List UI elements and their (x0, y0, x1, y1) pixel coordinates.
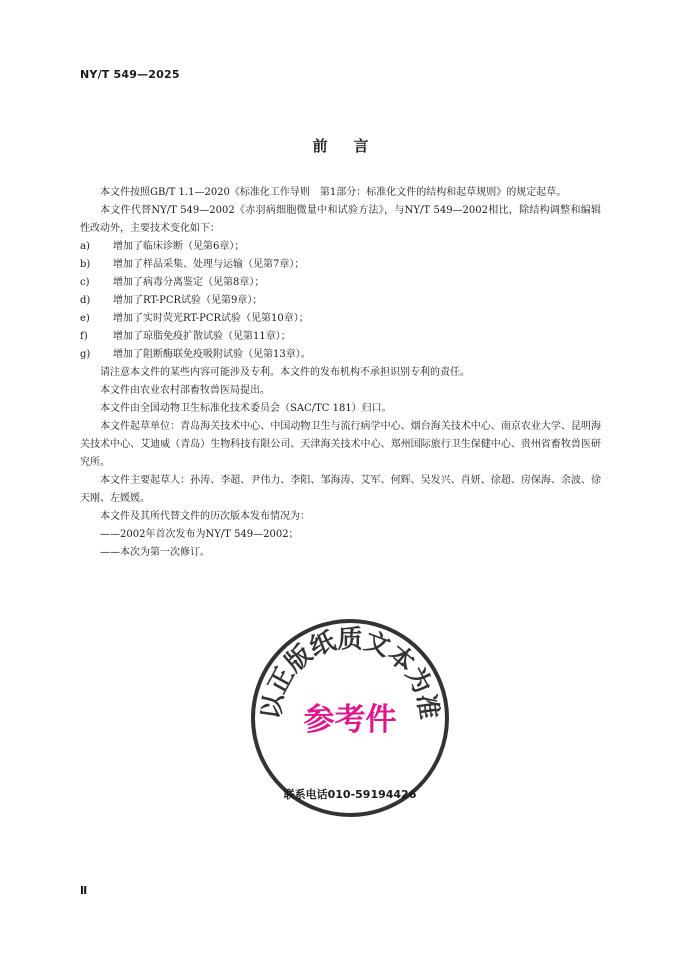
document-number: NY/T 549—2025 (80, 68, 180, 81)
history-item: ——本次为第一次修订。 (100, 547, 210, 558)
list-item: a) 增加了临床诊断（见第6章）； (80, 241, 245, 252)
list-item: g) 增加了阻断酶联免疫吸附试验（见第13章）。 (80, 349, 311, 360)
stamp-center-text: 参考件 (303, 702, 397, 738)
list-item: b) 增加了样品采集、处理与运输（见第7章）； (80, 259, 305, 270)
history-item: ——2002年首次发布为NY/T 549—2002； (100, 529, 299, 540)
foreword-body (80, 184, 601, 562)
stamp-graphic (250, 618, 450, 818)
changes-list (80, 238, 601, 364)
paragraph-committee: 本文件由全国动物卫生标准化技术委员会（SAC/TC 181）归口。 (100, 403, 392, 414)
reference-stamp (250, 618, 450, 818)
list-item: d) 增加了RT-PCR试验（见第9章）； (80, 295, 263, 306)
paragraph-drafters: 本文件主要起草人：孙涛、李超、尹伟力、李阳、邹海涛、艾军、何辉、吴发兴、肖妍、徐超、房保海、余波、徐天刚、左媛媛。 (80, 475, 601, 504)
list-item: f) 增加了琼脂免疫扩散试验（见第11章）； (80, 331, 291, 342)
paragraph-patent-notice: 请注意本文件的某些内容可能涉及专利。本文件的发布机构不承担识别专利的责任。 (100, 367, 470, 378)
paragraph-drafting-units: 本文件起草单位：青岛海关技术中心、中国动物卫生与流行病学中心、烟台海关技术中心、南京农业大学、昆明海关技术中心、艾迪威（青岛）生物科技有限公司、天津海关技术中心、郑州国际旅行卫生保健中心、贵州省畜牧兽医研究所。 (80, 421, 601, 468)
page-number: Ⅱ (80, 884, 88, 897)
paragraph-replacement: 本文件代替NY/T 549—2002《赤羽病细胞微量中和试验方法》，与NY/T 549—2002相比，除结构调整和编辑性改动外，主要技术变化如下： (80, 205, 601, 234)
list-item: e) 增加了实时荧光RT-PCR试验（见第10章）； (80, 313, 309, 324)
paragraph-proposer: 本文件由农业农村部畜牧兽医局提出。 (100, 385, 270, 396)
stamp-ring-text: 以正版纸质文本为准 (256, 624, 444, 721)
paragraph-drafting-rules: 本文件按照GB/T 1.1—2020《标准化工作导则 第1部分：标准化文件的结构和起草规则》的规定起草。 (100, 187, 567, 198)
list-item: c) 增加了病毒分离鉴定（见第8章）； (80, 277, 265, 288)
paragraph-history-intro: 本文件及其所代替文件的历次版本发布情况为： (100, 511, 310, 522)
page-title: 前言 (312, 137, 395, 155)
stamp-phone-text: 联系电话010-59194426 (283, 788, 417, 801)
